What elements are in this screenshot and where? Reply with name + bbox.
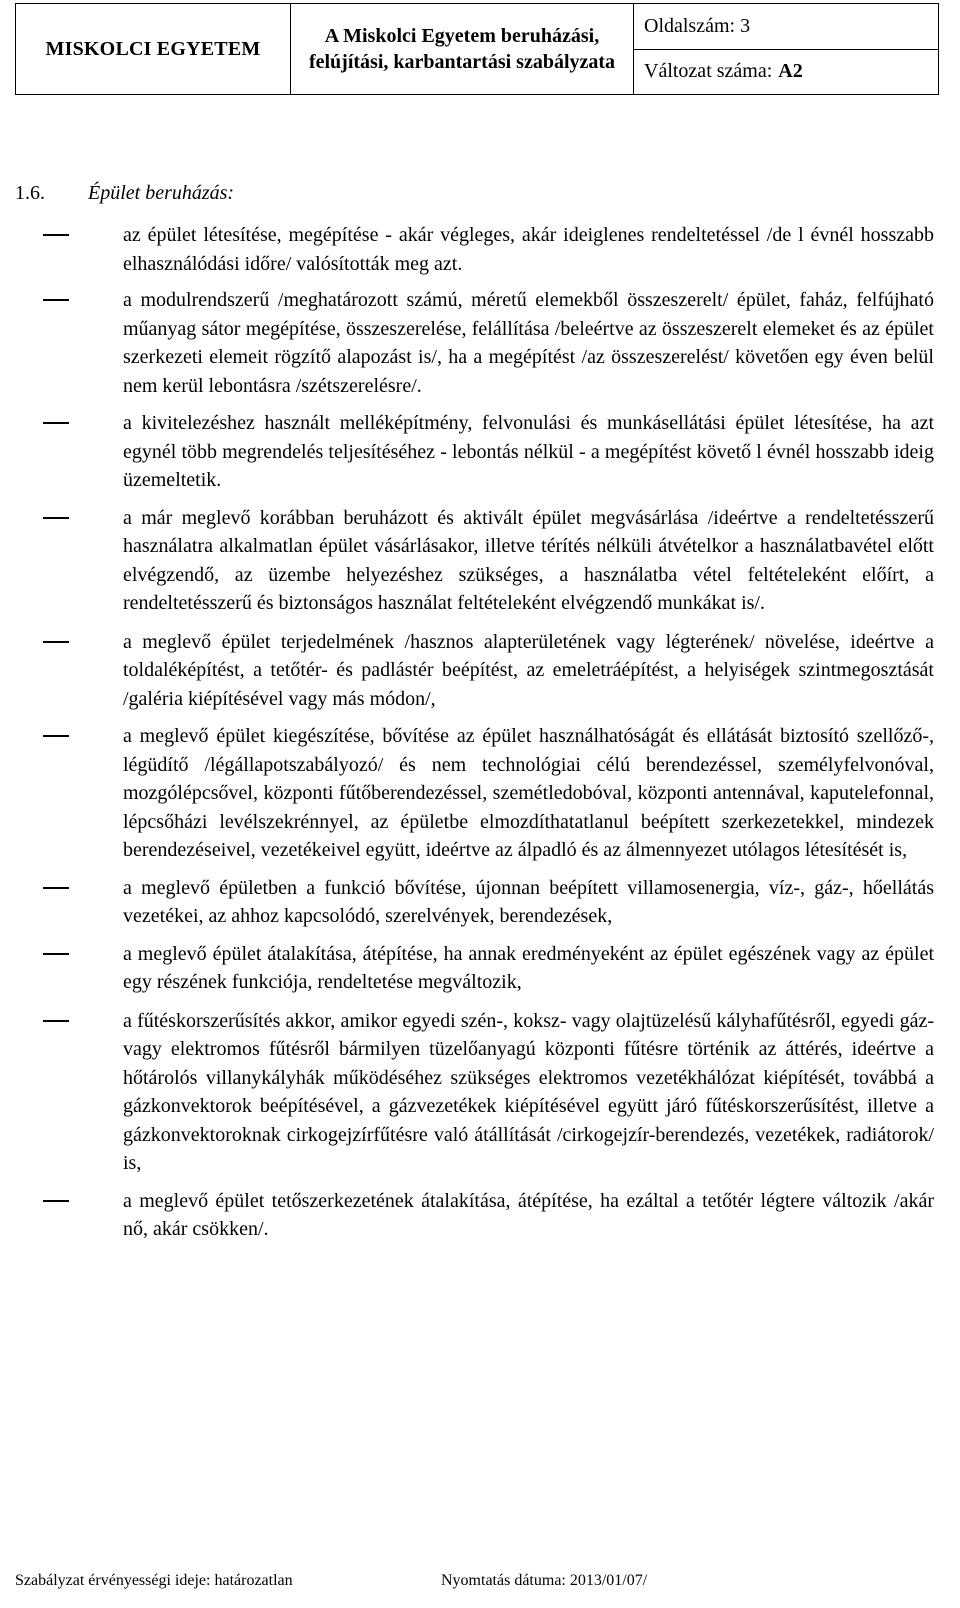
list-item xyxy=(123,940,934,997)
header-meta xyxy=(634,4,939,95)
dash-bullet-icon xyxy=(43,641,69,643)
university-name: MISKOLCI EGYETEM xyxy=(16,4,291,95)
page-number-value: 3 xyxy=(740,14,751,37)
footer-print-date: Nyomtatás dátuma: 2013/01/07/ xyxy=(441,1572,648,1589)
list-item xyxy=(123,628,934,714)
list-item-text: a meglevő épületben a funkció bővítése, újonnan beépített villamosenergia, víz-, gáz-, hőellátás vezetékei, az ahhoz kapcsolódó, szerelvények, berendezések, xyxy=(123,876,934,927)
dash-bullet-icon xyxy=(43,735,69,737)
page-number xyxy=(634,4,938,50)
document-header xyxy=(15,3,939,95)
list-item xyxy=(123,722,934,865)
dash-bullet-icon xyxy=(43,299,69,301)
footer-validity: Szabályzat érvényességi ideje: határozatlan xyxy=(15,1572,293,1589)
list-item-text: a fűtéskorszerűsítés akkor, amikor egyedi szén-, koksz- vagy olajtüzelésű kályhafűtésről, egyedi gáz- vagy elektromos fűtésről bármilyen tüzelőanyagú központi fűtésre történik az áttérés, ideértve a hőtárolós villanykályhák működéséhez szükséges elektromos vezetékhálózat kiépítését, továbbá a gázkonvektorok beépítésével, a gázvezetékek kiépítésével együtt járó fűtéskorszerűsítést, illetve a gázkonvektoroknak cirkogejzírfűtésre való átállítását /cirkogejzír-berendezés, vezetékek, radiátorok/ is, xyxy=(123,1009,934,1174)
dash-bullet-icon xyxy=(43,1200,69,1202)
list-item-text: a meglevő épület átalakítása, átépítése, ha annak eredményeként az épület egészének vagy az épület egy részének funkciója, rendeltetése megváltozik, xyxy=(123,942,934,993)
dash-bullet-icon xyxy=(43,234,69,236)
list-item xyxy=(123,286,934,400)
list-item-text: a kivitelezéshez használt melléképítmény, felvonulási és munkásellátási épület létesítése, ha azt egynél több megrendelés teljesítéséhez - lebontás nélkül - a megépítést követő l évnél hosszabb ideig üzemeltetik. xyxy=(123,412,934,491)
list-item xyxy=(123,504,934,618)
list-item xyxy=(123,1187,934,1244)
list-item xyxy=(123,1007,934,1178)
dash-bullet-icon xyxy=(43,517,69,519)
dash-bullet-icon xyxy=(43,953,69,955)
definition-list xyxy=(123,221,934,1244)
dash-bullet-icon xyxy=(43,1020,69,1022)
list-item-text: a modulrendszerű /meghatározott számú, méretű elemekből összeszerelt/ épület, faház, felfújható műanyag sátor megépítése, összeszerelése, felállítása /beleértve az összeszerelt elemeket és az épület szerkezeti elemeit rögzítő alapozást is/, ha a megépítést /az összeszerelést/ követően egy éven belül nem kerül lebontásra /szétszerelésre/. xyxy=(123,289,934,397)
page-number-label: Oldalszám: xyxy=(644,14,736,37)
list-item xyxy=(123,409,934,495)
list-item-text: a meglevő épület terjedelmének /hasznos alapterületének vagy légterének/ növelése, ideértve a toldaléképítést, a tetőtér- és padlástér beépítést, az emeletráépítést, a helyiségek szintmegosztását /galéria kiépítésével vagy más módon/, xyxy=(123,630,934,710)
section-heading xyxy=(15,178,234,208)
dash-bullet-icon xyxy=(43,422,69,424)
list-item-text: a meglevő épület kiegészítése, bővítése az épület használhatóságát és ellátását biztosító szellőző-, légüdítő /légállapotszabályozó/ és nem technológiai célú berendezéssel, személyfelvonóval, mozgólépcsővel, központi fűtőberendezéssel, szemétledobóval, központi antennával, kaputelefonnal, lépcsőházi levélszekrénnyel, az épületbe elmozdíthatatlanul beépített szerkezetekkel, mindezek berendezéseivel, vezetékeivel együtt, ideértve az álpadló és az álmennyezet utólagos létesítését is, xyxy=(123,725,934,861)
version-number xyxy=(634,50,938,95)
section-number: 1.6. xyxy=(15,182,45,204)
version-value: A2 xyxy=(778,60,803,83)
list-item-text: a meglevő épület tetőszerkezetének átalakítása, átépítése, ha ezáltal a tetőtér légtere változik /akár nő, akár csökken/. xyxy=(123,1189,934,1240)
list-item-text: a már meglevő korábban beruházott és aktivált épület megvásárlása /ideértve a rendeltetésszerű használatra alkalmatlan épület vásárlásakor, illetve térítés nélküli átvételkor a használatbavétel előtt elvégzendő, az üzembe helyezéshez szükséges, a használatba vétel feltételeként előírt, a rendeltetésszerű és biztonságos használat feltételeként elvégzendő munkákat is/. xyxy=(123,506,934,614)
list-item xyxy=(123,874,934,931)
section-title: Épület beruházás: xyxy=(88,182,235,204)
document-title: A Miskolci Egyetem beruházási, felújítási, karbantartási szabályzata xyxy=(291,4,634,95)
version-label: Változat száma: xyxy=(644,60,773,83)
dash-bullet-icon xyxy=(43,887,69,889)
list-item-text: az épület létesítése, megépítése - akár végleges, akár ideiglenes rendeltetéssel /de l évnél hosszabb elhasználódási időre/ valósították meg azt. xyxy=(123,224,934,275)
list-item xyxy=(123,221,934,278)
